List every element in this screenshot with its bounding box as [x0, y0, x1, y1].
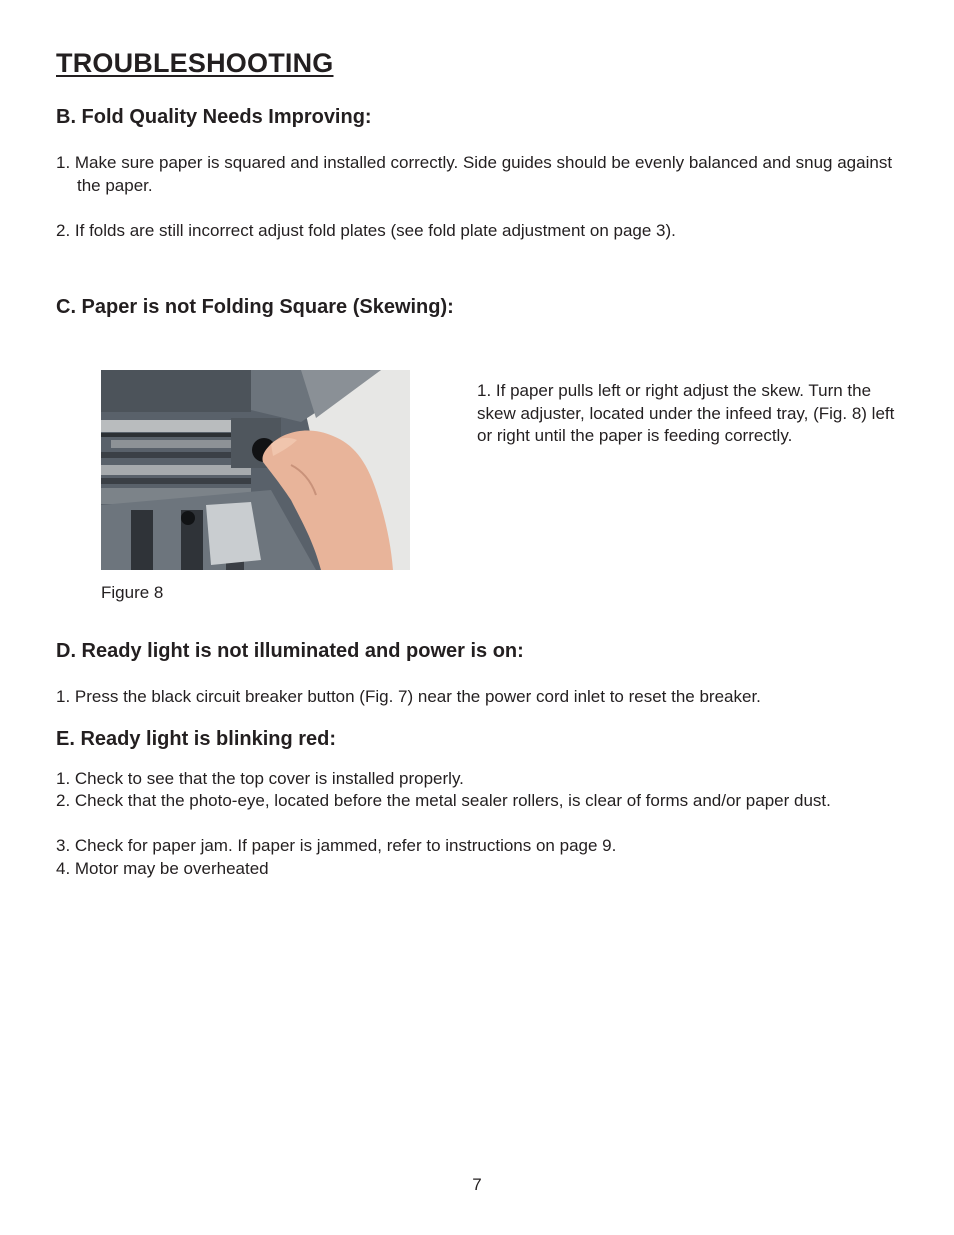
figure-caption: Figure 8	[101, 583, 164, 602]
section-e-item-1: 1. Check to see that the top cover is installed properly.	[56, 769, 464, 788]
section-e-heading: E. Ready light is blinking red:	[56, 728, 337, 750]
section-d-item-1: 1. Press the black circuit breaker button (Fig. 7) near the power cord inlet to reset the breaker.	[56, 687, 761, 706]
section-b-item-1: 1. Make sure paper is squared and installed correctly. Side guides should be evenly balanced and snug against the paper.	[56, 153, 893, 195]
section-e-item-4: 4. Motor may be overheated	[56, 859, 269, 878]
page-title: TROUBLESHOOTING	[56, 48, 334, 78]
section-e-item-3: 3. Check for paper jam. If paper is jammed, refer to instructions on page 9.	[56, 836, 617, 855]
section-b-item-2: 2. If folds are still incorrect adjust fold plates (see fold plate adjustment on page 3).	[56, 221, 676, 240]
section-c-heading: C. Paper is not Folding Square (Skewing):	[56, 296, 454, 318]
section-b-heading: B. Fold Quality Needs Improving:	[56, 106, 372, 128]
figure-8-photo	[101, 370, 410, 570]
skew-instructions: 1. If paper pulls left or right adjust the skew. Turn the skew adjuster, located under the infeed tray, (Fig. 8) left or right until the paper is feeding correctly.	[477, 381, 895, 445]
section-d-heading: D. Ready light is not illuminated and power is on:	[56, 640, 524, 662]
section-e-item-2: 2. Check that the photo-eye, located before the metal sealer rollers, is clear of forms and/or paper dust.	[56, 791, 831, 810]
page-number: 7	[472, 1175, 482, 1194]
skew-adjuster-photo	[101, 370, 410, 570]
